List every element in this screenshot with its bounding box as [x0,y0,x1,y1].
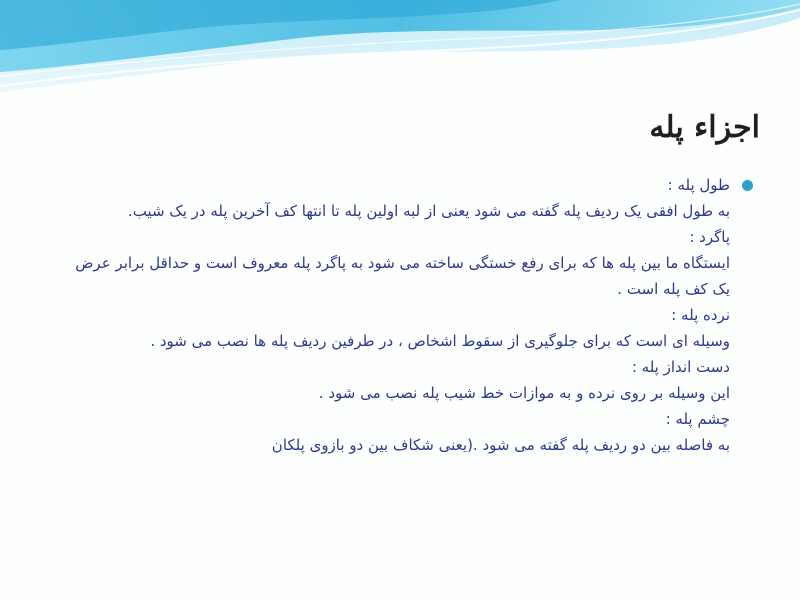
term-heading: نرده پله : [671,306,730,324]
term-heading: دست انداز پله : [631,358,730,376]
term-definition: به طول افقی یک ردیف پله گفته می شود یعنی از لبه اولین پله تا انتها کف آخرین پله در یک شیب. [127,202,730,220]
slide-title: اجزاء پله [649,110,760,145]
term-heading: پاگرد : [689,228,730,246]
term-definition: وسیله ای است که برای جلوگیری از سقوط اشخاص ، در طرفین ردیف پله ها نصب می شود . [150,332,730,350]
term-heading: طول پله : [667,176,730,194]
term-definition: این وسیله بر روی نرده و به موازات خط شیب پله نصب می شود . [318,384,730,402]
bullet-icon [742,180,753,191]
bullet-content [62,172,730,458]
term-heading: چشم پله : [665,410,730,428]
term-definition: به فاصله بین دو ردیف پله گفته می شود .(یعنی شکاف بین دو بازوی پلکان [271,436,730,454]
header-wave-decoration [0,0,800,110]
term-definition: ایستگاه ما بین پله ها که برای رفع خستگی ساخته می شود به پاگرد پله معروف است و حداقل برابر عرض یک کف پله است . [75,254,730,298]
